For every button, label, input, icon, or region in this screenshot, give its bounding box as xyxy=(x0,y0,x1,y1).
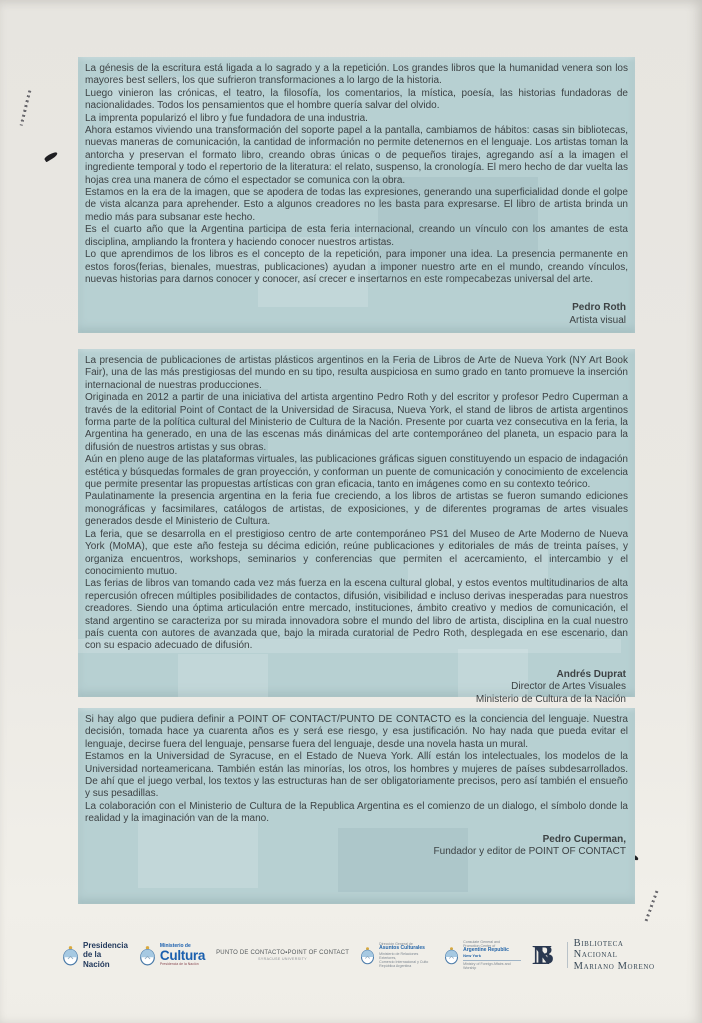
paragraph: La génesis de la escritura está ligada a lo sagrado y a la repetición. Los grandes libros que la humanidad venera son los mayores best sellers, los que sufrieron transformaciones a lo largo de la historia. xyxy=(85,63,628,87)
scan-artifact-scribble-left xyxy=(20,90,32,126)
logo-text: Ministerio de Relaciones Exteriores, xyxy=(379,951,419,960)
paragraph: Estamos en la Universidad de Syracuse, en el Estado de Nueva York. Allí están los intelectuales, los modelos de la Universidad norteamericana. También están las minorías, los otros, los hombres y mujeres de países subdesarrollados. De ahí que el juego verbal, los textos y las estructuras han de ser obligatoriamente precisos, pero así también el ensueño y sus pesadillas. xyxy=(85,751,628,800)
signature-role: Director de Artes Visuales xyxy=(511,681,626,693)
logo-text: Ministerio de xyxy=(159,942,191,949)
logo-ministerio-de-cultura xyxy=(139,944,205,967)
logo-text: Presidencia xyxy=(83,940,128,950)
signature-role: Artista visual xyxy=(569,314,626,326)
argentina-coat-of-arms-icon xyxy=(139,945,156,966)
signature-name: Andrés Duprat xyxy=(556,668,626,680)
paragraph: Ahora estamos viviendo una transformación del soporte papel a la pantalla, cambiamos de hábitos: casas sin bibliotecas, nuevas maneras de comunicación, la cantidad de información no permite detenernos en el lenguaje. Los artistas toman la antorcha y preservan el formato libro, creando obras únicas o de pequeños tirajes, agregando así a la imagen el ingrediente temporal y todo el repertorio de la literatura: el relato, suspenso, la cronología. El mero hecho de dar vuelta las hojas crea una manera de cómo el espectador se comunica con la obra. xyxy=(85,125,628,186)
paragraph: La imprenta popularizó el libro y fue fundadora de una industria. xyxy=(85,112,368,124)
paragraph: La presencia de publicaciones de artistas plásticos argentinos en la Feria de Libros de Arte de Nueva York (NY Art Book Fair), una de las más prestigiosas del mundo en su tipo, resulta auspiciosa en sumo grado en tanto promueve la inserción internacional de nuestras producciones. xyxy=(85,355,628,391)
logo-text: Biblioteca Nacional xyxy=(573,937,624,961)
logo-text: Cultura xyxy=(159,947,206,963)
signature-pedro-roth xyxy=(85,302,628,327)
logo-text: SYRACUSE UNIVERSITY xyxy=(258,956,308,961)
logo-asuntos-culturales xyxy=(360,942,433,968)
signature-name: Pedro Roth xyxy=(572,302,626,314)
logo-text: Dirección General de xyxy=(379,941,413,946)
signature-pedro-cuperman xyxy=(85,834,628,859)
paragraph: Si hay algo que pudiera definir a POINT OF CONTACT/PUNTO DE CONTACTO es la conciencia del lenguaje. Nuestra decisión, tomada hace ya cuarenta años es y será ese riesgo, y esa justificación. No hay nada que pueda evitar el lenguaje, decirse fuera del lenguaje, pensarse fuera del lenguaje, desde una novela hasta un mural. xyxy=(85,714,628,750)
statement-block-pedro-cuperman xyxy=(78,708,635,904)
logo-consulado-argentino-ny xyxy=(444,940,521,970)
logo-text: Argentine Republic xyxy=(463,947,509,954)
scan-artifact-scribble-right xyxy=(645,890,659,921)
argentina-coat-of-arms-icon xyxy=(444,946,459,965)
paragraph: La colaboración con el Ministerio de Cultura de la Republica Argentina es el comienzo de un dialogo, el símbolo donde la realidad y la imaginación van de la mano. xyxy=(85,800,628,825)
logo-text: PUNTO DE CONTACTO▪POINT OF CONTACT xyxy=(216,949,350,956)
paragraph: Aún en pleno auge de las plataformas virtuales, las publicaciones gráficas siguen constituyendo un espacio de indagación estética y búsquedas formales de gran proyección, y conforman un puente de comunicación y conocimiento de excelencia que permite presentar las propuestas artísticas con gran eficacia, tanto en imágenes como en su contexto teórico. xyxy=(85,454,628,491)
bn-monogram-icon: NB xyxy=(532,939,538,970)
paragraph: Lo que aprendimos de los libros es el concepto de la repetición, para imponer una idea. La presencia permanente en estos foros(ferias, bienales, muestras, publicaciones) ayudan a imponer nuestro arte en el mundo, creando vínculos, nuevas historias para darnos conocer y conocer, así crecer e insertarnos en este rompecabezas universal del arte. xyxy=(85,249,628,285)
signature-name: Pedro Cuperman, xyxy=(542,833,626,845)
logo-text: Mariano Moreno xyxy=(573,960,655,972)
logo-text: Asuntos Culturales xyxy=(379,944,425,951)
signature-role: Ministerio de Cultura de la Nación xyxy=(475,693,626,705)
paragraph: Es el cuarto año que la Argentina participa de esta feria internacional, creando un vínculo con los amantes de esta disciplina, ampliando la frontera y haciendo conocer nuestros artistas. xyxy=(85,224,628,248)
paragraph: Luego vinieron las crónicas, el teatro, la filosofía, los comentarios, la mística, poesía, las historias fundadoras de nacionalidades. Todos los pensamientos que el hombre quería salvar del olvido. xyxy=(85,87,628,112)
logo-text: Consulate General and xyxy=(463,940,501,945)
paragraph: La feria, que se desarrolla en el prestigioso centro de arte contemporáneo PS1 del Museo de Arte Moderno de Nueva York (MoMA), que este año festeja su décima edición, reúne publicaciones y editoriales de más de treinta países, y organiza encuentros, workshops, seminarios y conferencias que permiten el acercamiento, el intercambio y el conocimiento mutuo. xyxy=(85,528,628,577)
logo-text: Ministry of Foreign Affairs and Worship xyxy=(463,961,511,970)
logo-text: República Argentina xyxy=(379,964,412,969)
logo-text: Comercio Internacional y Culto xyxy=(379,959,429,964)
signature-andres-duprat xyxy=(85,669,628,706)
logo-text: Promotion Center of xyxy=(463,944,496,949)
argentina-coat-of-arms-icon xyxy=(62,945,79,966)
paragraph: Paulatinamente la presencia argentina en la feria fue creciendo, a los libros de artistas se fueron sumando ediciones monográficas y facsimilares, catálogos de artistas, de exposiciones, y de diferentes programas de artes visuales generados desde el Ministerio de Cultura. xyxy=(85,491,628,528)
logo-text: de la Nación xyxy=(83,950,110,969)
footer-logos xyxy=(62,930,666,980)
logo-presidencia-de-la-nacion xyxy=(62,941,128,970)
paragraph: Originada en 2012 a partir de una iniciativa del artista argentino Pedro Roth y del escritor y profesor Pedro Cuperman a través de la editorial Point of Contact de la Universidad de Siracusa, Nueva York, el stand de libros de artista argentinos forma parte de la política cultural del Ministerio de Cultura de la Nación. Presente por cuarta vez consecutiva en la feria, la Argentina ha generado, en una de las escenas más dinámicas del arte contemporáneo del planeta, un espacio para la difusión de nuestros artistas y sus obras. xyxy=(85,392,628,453)
statement-block-pedro-roth xyxy=(78,57,635,333)
logo-punto-de-contacto xyxy=(216,950,349,961)
divider xyxy=(567,942,568,968)
logo-text: Presidencia de la Nación xyxy=(159,962,199,966)
divider xyxy=(463,960,521,961)
paragraph: Estamos en la era de la imagen, que se apodera de todas las expresiones, generando una superficialidad donde el golpe de vista alcanza para aprehender. Esto a algunos creadores no les basta para expresarse. El libro de artista brinda un medio más para subsanar este hecho. xyxy=(85,187,628,223)
argentina-coat-of-arms-icon xyxy=(360,946,375,965)
paragraph: Las ferias de libros van tomando cada vez más fuerza en la escena cultural global, y estos eventos multitudinarios de alta repercusión ofrecen múltiples posibilidades de contactos, difusión, visibilidad e incluso derivas inesperadas para nuestros creadores. Siendo una óptima articulación entre mercado, instituciones, ámbito creativo y medios de comunicación, el stand argentino se caracteriza por su mirada innovadora sobre el mundo del libro de artista, disciplina en la cual nuestro país cuenta con autores de avanzada que, bajo la mirada curatorial de Pedro Roth, desplegada en ese escenario, dan con su espacio adecuado de difusión. xyxy=(85,578,628,652)
scan-artifact-ink-left xyxy=(44,151,59,163)
logo-text: New York xyxy=(463,953,481,959)
signature-role: Fundador y editor de POINT OF CONTACT xyxy=(433,846,626,858)
logo-biblioteca-nacional xyxy=(532,938,666,973)
statement-block-andres-duprat xyxy=(78,349,635,705)
